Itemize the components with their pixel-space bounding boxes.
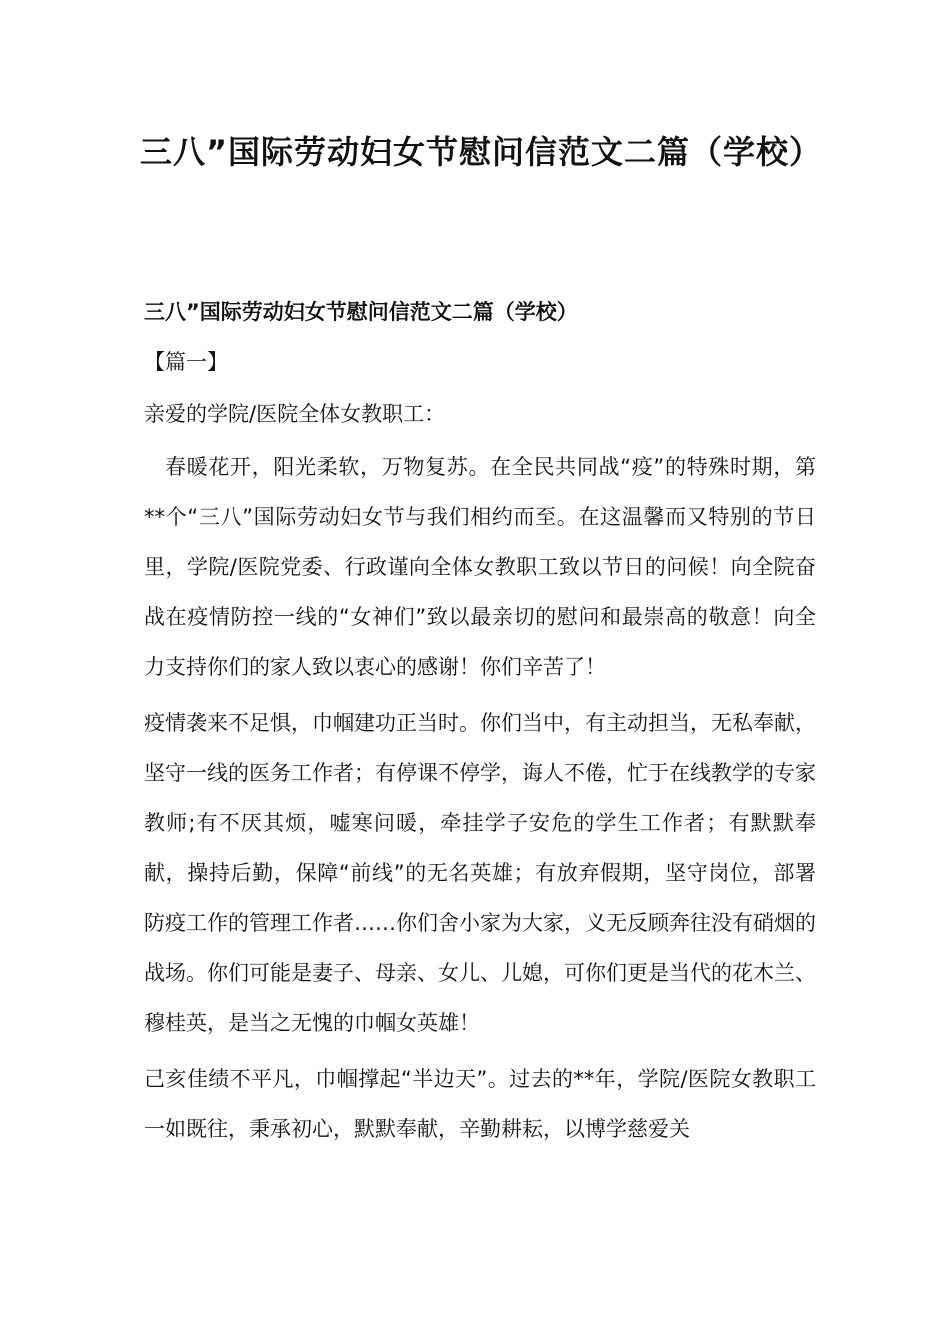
document-title: 三八”国际劳动妇女节慰问信范文二篇（学校） [140,133,823,171]
paragraph-1: 春暖花开，阳光柔软，万物复苏。在全民共同战“疫”的特殊时期，第**个“三八”国际劳动妇女节与我们相约而至。在这温馨而又特别的节日里，学院/医院党委、行政谨向全体女教职工致以节日的问候！向全院奋战在疫情防控一线的“女神们”致以最亲切的慰问和最崇高的敬意！向全力支持你们的家人致以衷心的感谢！你们辛苦了！ [144,455,816,679]
document-subtitle: 三八”国际劳动妇女节慰问信范文二篇（学校） [144,300,578,324]
salutation: 亲爱的学院/医院全体女教职工： [144,402,446,426]
paragraph-3: 己亥佳绩不平凡，巾帼撑起“半边天”。过去的**年，学院/医院女教职工一如既往，秉承初心，默默奉献，辛勤耕耘，以博学慈爱关 [144,1067,816,1141]
section-label: 【篇一】 [144,350,228,374]
document-body [144,292,816,1160]
paragraph-2: 疫情袭来不足惧，巾帼建功正当时。你们当中，有主动担当，无私奉献，坚守一线的医务工作者；有停课不停学，诲人不倦，忙于在线教学的专家教师;有不厌其烦，嘘寒问暖，牵挂学子安危的学生工作者；有默默奉献，操持后勤，保障“前线”的无名英雄；有放弃假期，坚守岗位，部署防疫工作的管理工作者……你们舍小家为大家，义无反顾奔往没有硝烟的战场。你们可能是妻子、母亲、女儿、儿媳，可你们更是当代的花木兰、穆桂英，是当之无愧的巾帼女英雄！ [144,711,816,1035]
